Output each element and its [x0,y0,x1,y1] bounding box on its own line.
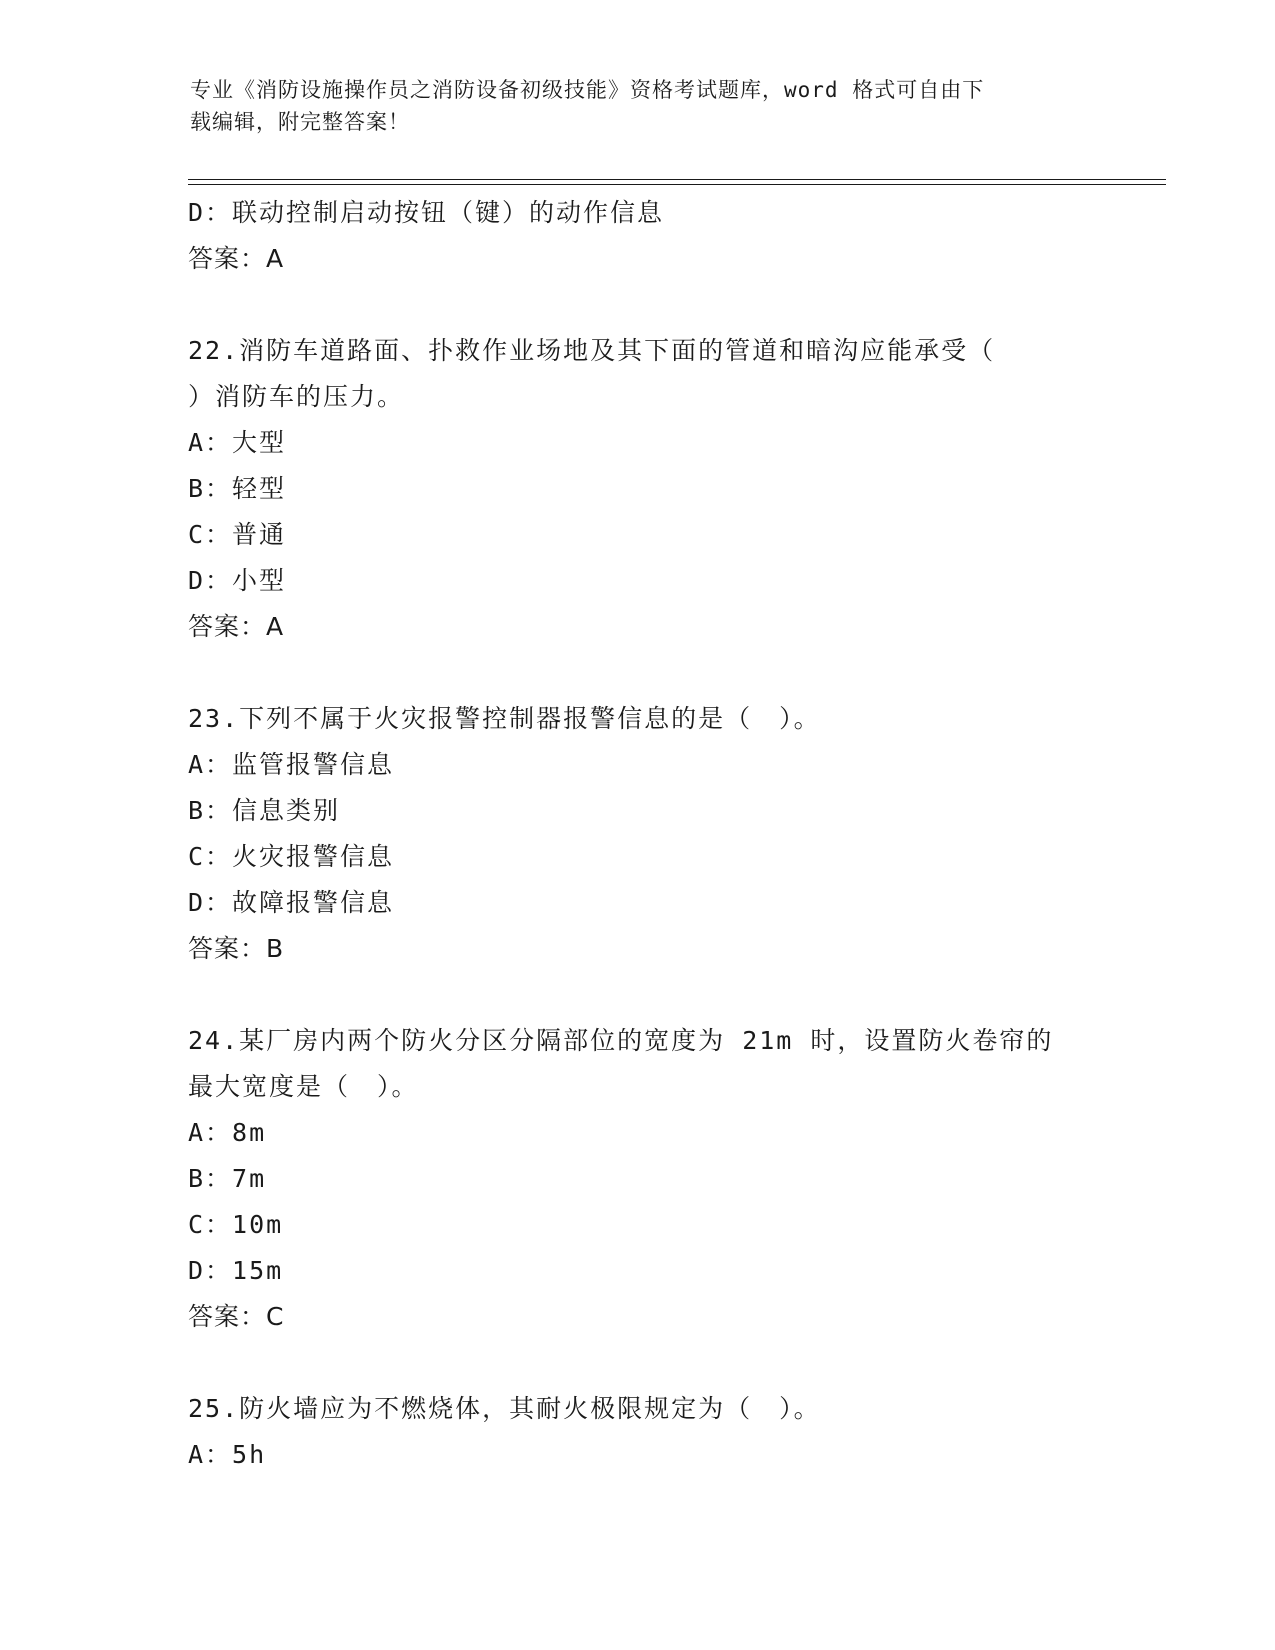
q24-option-b: B：7m [188,1164,267,1193]
document-header [190,74,1090,138]
header-rule-bottom [188,184,1166,185]
q23-stem-line-1: 23.下列不属于火灾报警控制器报警信息的是（ ）。 [188,704,821,733]
q23-option-c: C：火灾报警信息 [188,842,395,871]
q25-stem-line-1: 25.防火墙应为不燃烧体，其耐火极限规定为（ ）。 [188,1394,821,1423]
q24-stem-line-2: 最大宽度是（ ）。 [188,1072,419,1101]
q21-option-d: D：联动控制启动按钮（键）的动作信息 [188,198,665,227]
q24-option-a: A：8m [188,1118,267,1147]
q23-option-a: A：监管报警信息 [188,750,395,779]
question-list [188,190,1118,1478]
q24-option-d: D：15m [188,1256,284,1285]
q22-option-c: C：普通 [188,520,287,549]
header-rule-top [188,179,1166,180]
q22-option-a: A：大型 [188,428,287,457]
q22-stem-line-2: ）消防车的压力。 [188,382,405,411]
q22-answer: 答案：A [188,612,285,641]
q24-stem-line-1: 24.某厂房内两个防火分区分隔部位的宽度为 21m 时，设置防火卷帘的 [188,1026,1054,1055]
q22-option-d: D：小型 [188,566,287,595]
header-line-1: 专业《消防设施操作员之消防设备初级技能》资格考试题库，word 格式可自由下 [190,78,985,102]
q21-answer: 答案：A [188,244,285,273]
q23-answer: 答案：B [188,934,285,963]
q25-option-a: A：5h [188,1440,267,1469]
q24-option-c: C：10m [188,1210,284,1239]
q22-stem-line-1: 22.消防车道路面、扑救作业场地及其下面的管道和暗沟应能承受（ [188,336,996,365]
q23-option-b: B：信息类别 [188,796,341,825]
header-line-2: 载编辑，附完整答案！ [190,110,410,134]
q24-answer: 答案：C [188,1302,285,1331]
q22-option-b: B：轻型 [188,474,287,503]
q23-option-d: D：故障报警信息 [188,888,395,917]
